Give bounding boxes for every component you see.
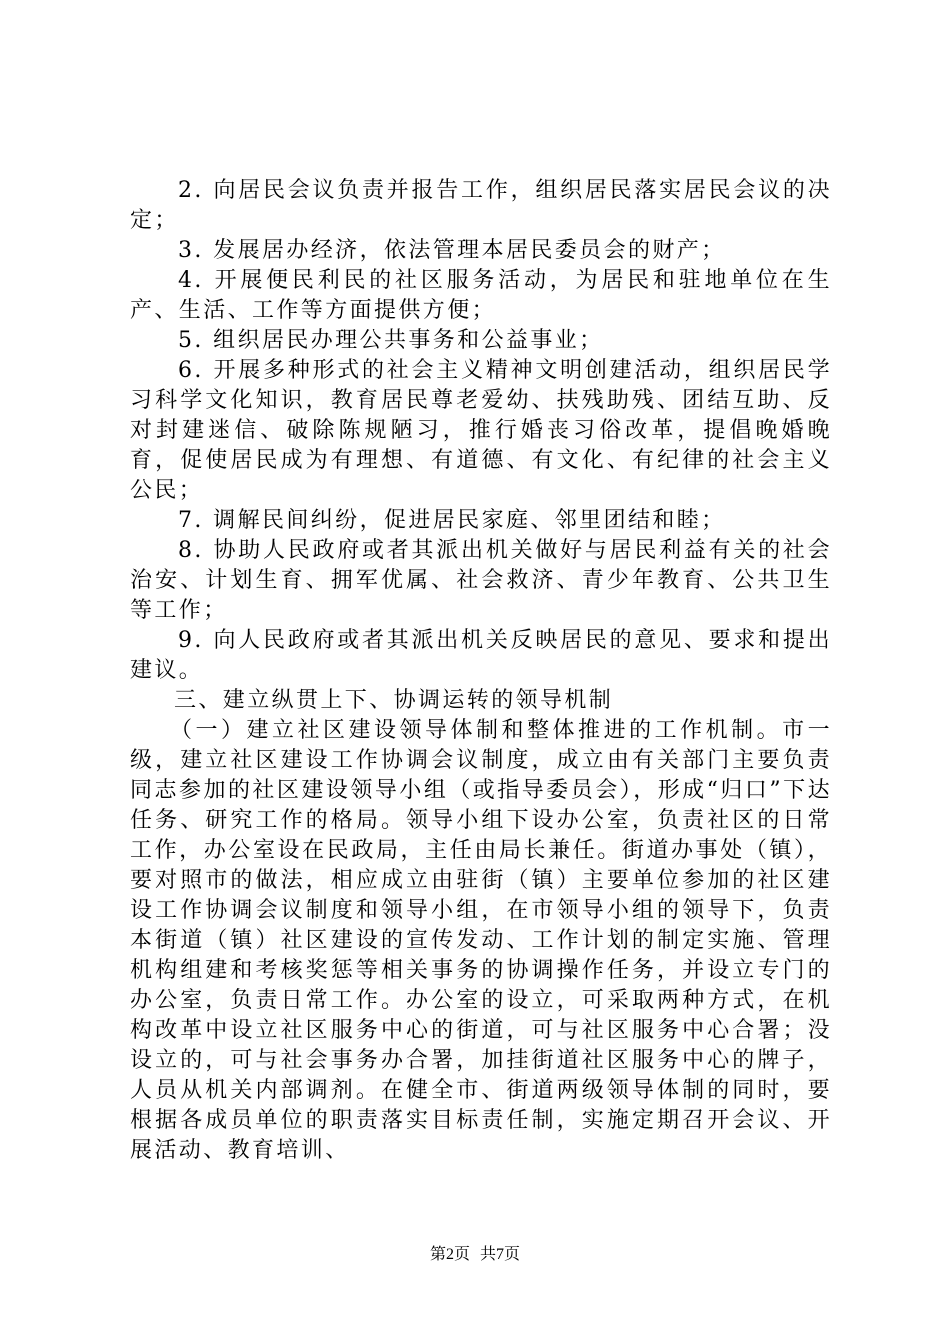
- paragraph-item-4: 4. 开展便民利民的社区服务活动，为居民和驻地单位在生产、生活、工作等方面提供方便；: [130, 268, 832, 323]
- paragraph-item-7: 7. 调解民间纠纷，促进居民家庭、邻里团结和睦；: [178, 508, 726, 533]
- subsection-paragraph: （一）建立社区建设领导体制和整体推进的工作机制。市一级，建立社区建设工作协调会议制度，成立由有关部门主要负责同志参加的社区建设领导小组（或指导委员会），形成“归口”下达任务、研究工作的格局。领导小组下设办公室，负责社区的日常工作，办公室设在民政局，主任由局长兼任。街道办事处（镇），要对照市的做法，相应成立由驻街（镇）主要单位参加的社区建设工作协调会议制度和领导小组，在市领导小组的领导下，负责本街道（镇）社区建设的宣传发动、工作计划的制定实施、管理机构组建和考核奖惩等相关事务的协调操作任务，并设立专门的办公室，负责日常工作。办公室的设立，可采取两种方式，在机构改革中设立社区服务中心的街道，可与社区服务中心合署；没设立的，可与社会事务办合署，加挂街道社区服务中心的牌子，人员从机关内部调剂。在健全市、街道两级领导体制的同时，要根据各成员单位的职责落实目标责任制，实施定期召开会议、开展活动、教育培训、: [130, 718, 832, 1163]
- paragraph-item-8: 8. 协助人民政府或者其派出机关做好与居民利益有关的社会治安、计划生育、拥军优属、社会救济、青少年教育、公共卫生等工作；: [130, 538, 832, 623]
- page-footer: [0, 1245, 950, 1265]
- document-body: [130, 176, 832, 1166]
- paragraph-item-6: 6. 开展多种形式的社会主义精神文明创建活动，组织居民学习科学文化知识，教育居民尊老爱幼、扶残助残、团结互助、反对封建迷信、破除陈规陋习，推行婚丧习俗改革，提倡晚婚晚育，促使居民成为有理想、有道德、有文化、有纪律的社会主义公民；: [130, 358, 832, 503]
- page-number: 第2页: [429, 1246, 470, 1263]
- page-total: 共7页: [480, 1246, 521, 1263]
- paragraph-item-5: 5. 组织居民办理公共事务和公益事业；: [178, 328, 604, 353]
- section-heading: 三、建立纵贯上下、协调运转的领导机制: [174, 688, 614, 713]
- paragraph-item-2: 2. 向居民会议负责并报告工作，组织居民落实居民会议的决定；: [130, 178, 832, 233]
- paragraph-item-9: 9. 向人民政府或者其派出机关反映居民的意见、要求和提出建议。: [130, 628, 832, 683]
- paragraph-item-3: 3. 发展居办经济，依法管理本居民委员会的财产；: [178, 238, 726, 263]
